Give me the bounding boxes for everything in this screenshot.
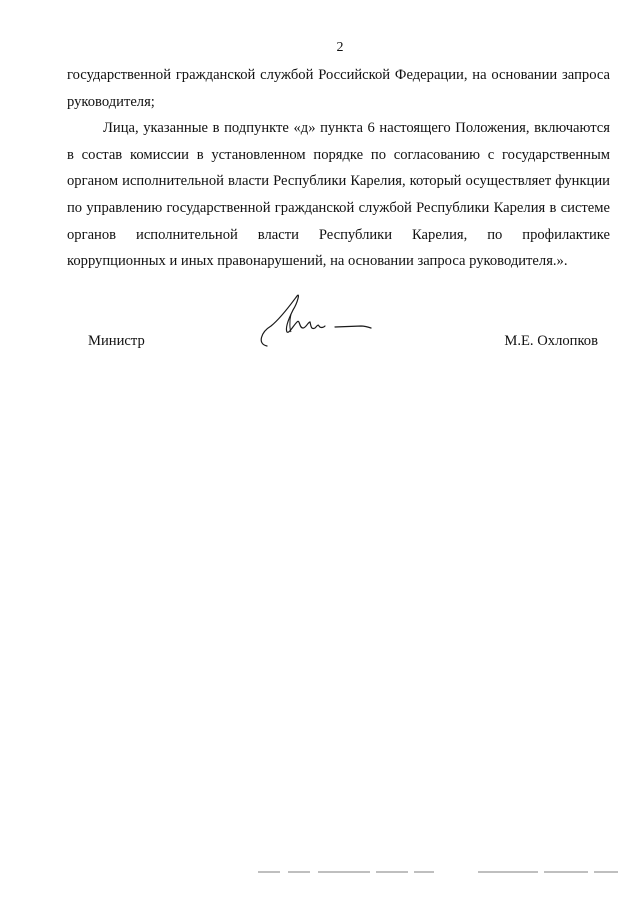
- paragraph-persons-clause: Лица, указанные в подпункте «д» пункта 6 настоящего Положения, включаются в состав комиссии в установленном порядке по согласованию с государственным органом исполнительной власти Республики Карелия, который осуществляет функции по управлению государственной гражданской службой Республики Карелия в системе органов исполнительной власти Республики Карелия, по профилактике коррупционных и иных правонарушений, на основании запроса руководителя.».: [67, 120, 610, 270]
- signatory-name: М.Е. Охлопков: [504, 333, 598, 349]
- page-number: 2: [336, 40, 344, 55]
- document-body: [67, 62, 610, 275]
- paragraph-continuation: государственной гражданской службой Российской Федерации, на основании запроса руководителя;: [67, 67, 610, 110]
- signature-block: [88, 333, 598, 353]
- footer-rule-lines: [258, 869, 628, 875]
- signatory-position: Министр: [88, 333, 145, 349]
